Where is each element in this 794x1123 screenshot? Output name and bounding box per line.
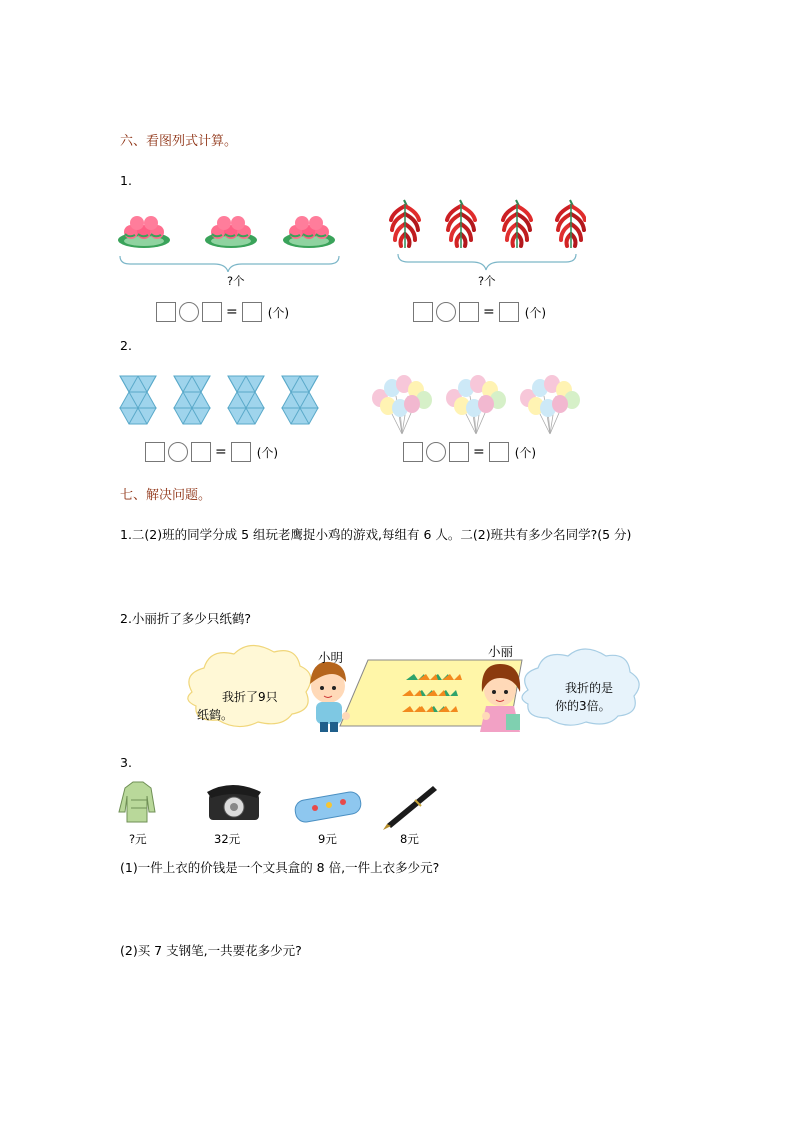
- chili-bunch-4: [557, 200, 585, 248]
- telephone-item: [207, 785, 261, 820]
- answer-box[interactable]: [449, 442, 469, 462]
- price-items-illustration: [115, 780, 445, 830]
- chili-bunch-2: [447, 200, 475, 248]
- triangle-shape-2: [174, 376, 210, 424]
- q1-number: 1.: [120, 173, 132, 188]
- triangle-shape-3: [228, 376, 264, 424]
- answer-box[interactable]: [403, 442, 423, 462]
- telephone-price: 32元: [214, 832, 241, 846]
- answer-box[interactable]: [499, 302, 519, 322]
- xiaoli-speech-line2: 你的3倍。: [555, 699, 611, 713]
- fountain-pen-price: 8元: [400, 832, 419, 846]
- chili-bunch-1: [391, 200, 419, 248]
- equation-row-1b: [413, 302, 546, 322]
- answer-box[interactable]: [242, 302, 262, 322]
- unit-label: (个): [256, 445, 279, 460]
- section6-title: 六、看图列式计算。: [120, 134, 238, 149]
- left-question-label: ?个: [227, 274, 245, 288]
- peach-bowl-1: [118, 216, 170, 248]
- xiaoming-name-label: 小明: [318, 650, 344, 665]
- pencil-case-price: 9元: [318, 832, 337, 846]
- problem-1-text: 1.二(2)班的同学分成 5 组玩老鹰捉小鸡的游戏,每组有 6 人。二(2)班共有多少名同学?(5 分): [120, 527, 632, 542]
- equation-row-1a: [156, 302, 289, 322]
- balloon-bunch-1: [372, 375, 432, 434]
- equation-row-2a: [145, 442, 278, 462]
- right-question-label: ?个: [478, 274, 496, 288]
- chili-bunches-illustration: [386, 196, 586, 272]
- chili-bunch-3: [503, 200, 531, 248]
- xiaoli-speech-line1: 我折的是: [565, 681, 614, 695]
- problem-2-text: 2.小丽折了多少只纸鹤?: [120, 611, 252, 626]
- equals-sign: =: [473, 444, 485, 460]
- operator-circle[interactable]: [426, 442, 446, 462]
- unit-label: (个): [524, 305, 547, 320]
- triangle-shape-1: [120, 376, 156, 424]
- triangle-shapes-illustration: [118, 372, 323, 428]
- balloon-bunch-3: [520, 375, 580, 434]
- answer-box[interactable]: [202, 302, 222, 322]
- equals-sign: =: [226, 304, 238, 320]
- operator-circle[interactable]: [168, 442, 188, 462]
- equals-sign: =: [483, 304, 495, 320]
- section7-title: 七、解决问题。: [120, 488, 212, 503]
- answer-box[interactable]: [156, 302, 176, 322]
- xiaoming-speech-line2: 纸鹤。: [197, 708, 234, 722]
- answer-box[interactable]: [413, 302, 433, 322]
- answer-box[interactable]: [459, 302, 479, 322]
- fountain-pen-item: [383, 786, 437, 830]
- balloon-bunches-illustration: [370, 374, 582, 436]
- answer-box[interactable]: [489, 442, 509, 462]
- problem-3-number: 3.: [120, 755, 132, 770]
- answer-box[interactable]: [191, 442, 211, 462]
- pencil-case-item: [294, 790, 363, 823]
- xiaoming-speech-line1: 我折了9只: [222, 690, 278, 704]
- answer-box[interactable]: [231, 442, 251, 462]
- xiaoli-name-label: 小丽: [488, 644, 514, 659]
- balloon-bunch-2: [446, 375, 506, 434]
- triangle-shape-4: [282, 376, 318, 424]
- sweater-price: ?元: [129, 832, 147, 846]
- right-brace: [398, 254, 576, 270]
- problem-3-question-2: (2)买 7 支钢笔,一共要花多少元?: [120, 943, 302, 958]
- equation-row-2b: [403, 442, 536, 462]
- peach-bowl-3: [283, 216, 335, 248]
- operator-circle[interactable]: [179, 302, 199, 322]
- unit-label: (个): [267, 305, 290, 320]
- answer-box[interactable]: [145, 442, 165, 462]
- sweater-item: [119, 782, 155, 822]
- peach-bowls-illustration: [114, 206, 344, 272]
- equals-sign: =: [215, 444, 227, 460]
- peach-bowl-2: [205, 216, 257, 248]
- left-brace: [120, 256, 339, 272]
- operator-circle[interactable]: [436, 302, 456, 322]
- q2-number: 2.: [120, 338, 132, 353]
- unit-label: (个): [514, 445, 537, 460]
- problem-3-question-1: (1)一件上衣的价钱是一个文具盒的 8 倍,一件上衣多少元?: [120, 860, 440, 875]
